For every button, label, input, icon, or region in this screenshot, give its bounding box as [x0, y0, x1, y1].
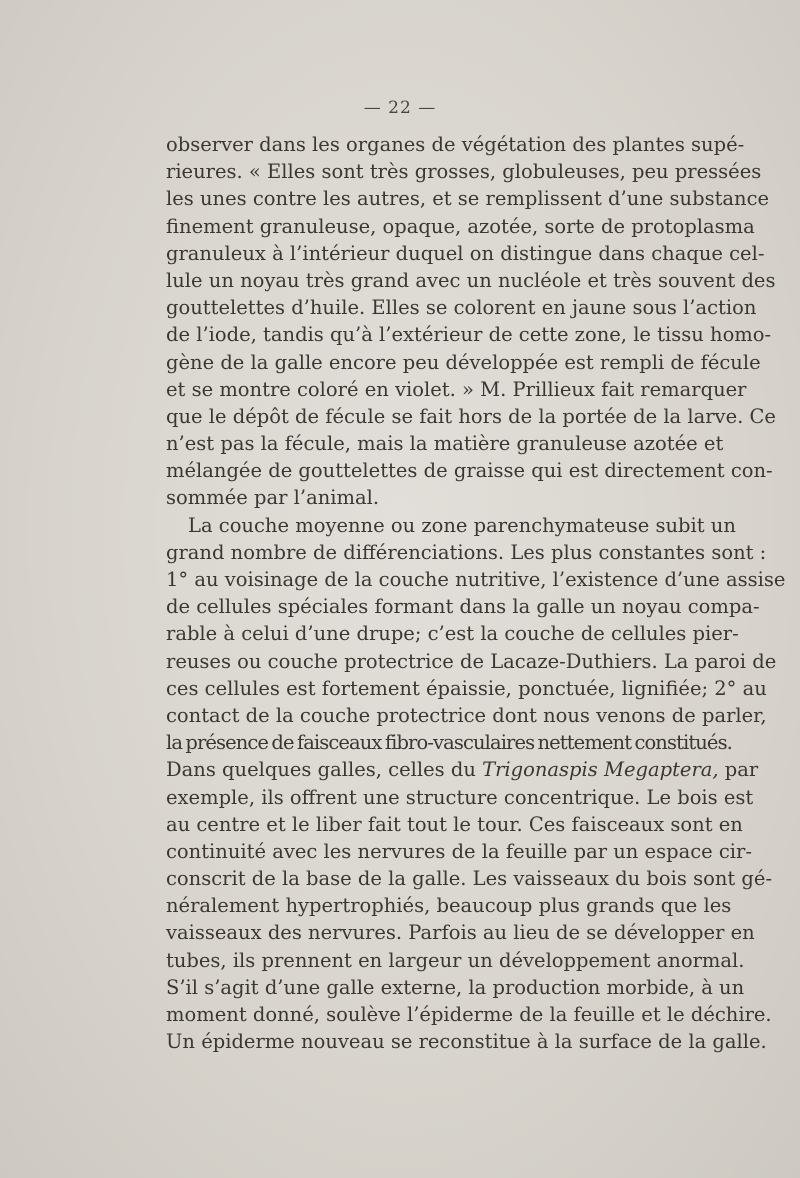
- paragraph-first-line: La couche moyenne ou zone parenchymateuse subit un: [188, 513, 736, 537]
- text-line: au centre et le liber fait tout le tour. Ces faisceaux sont en: [166, 812, 743, 836]
- text-line: gouttelettes d’huile. Elles se colorent en jaune sous l’action: [166, 296, 757, 320]
- text-line: granuleux à l’intérieur duquel on distingue dans chaque cel-: [166, 241, 765, 265]
- text-line: vaisseaux des nervures. Parfois au lieu de se développer en: [166, 921, 755, 945]
- text-line: lule un noyau très grand avec un nucléole et très souvent des: [166, 268, 776, 292]
- text-line: moment donné, soulève l’épiderme de la feuille et le déchire.: [166, 1003, 772, 1026]
- text-line: S’il s’agit d’une galle externe, la production morbide, à un: [166, 975, 745, 999]
- text-line: grand nombre de différenciations. Les plus constantes sont :: [166, 540, 767, 564]
- text-line: de l’iode, tandis qu’à l’extérieur de cette zone, le tissu homo-: [166, 323, 772, 347]
- text-segment: par: [718, 758, 759, 782]
- text-line: n’est pas la fécule, mais la matière granuleuse azotée et: [166, 432, 724, 456]
- page-number: — 22 —: [363, 98, 437, 118]
- text-line: 1° au voisinage de la couche nutritive, l’existence d’une assise: [166, 568, 786, 591]
- text-line: reuses ou couche protectrice de Lacaze-Duthiers. La paroi de: [166, 649, 777, 673]
- text-line: contact de la couche protectrice dont nous venons de parler,: [166, 703, 767, 727]
- text-line: observer dans les organes de végétation des plantes supé-: [166, 133, 745, 156]
- text-line: rable à celui d’une drupe; c’est la couche de cellules pier-: [166, 622, 739, 646]
- text-line: ces cellules est fortement épaissie, ponctuée, lignifiée; 2° au: [166, 676, 767, 700]
- text-line: tubes, ils prennent en largeur un développement anormal.: [166, 948, 745, 972]
- body-text: [166, 131, 786, 1055]
- text-line: rieures. « Elles sont très grosses, globuleuses, peu pressées: [166, 160, 762, 184]
- text-line: et se montre coloré en violet. » M. Prillieux fait remarquer: [166, 377, 747, 401]
- text-line: continuité avec les nervures de la feuille par un espace cir-: [166, 839, 752, 863]
- text-segment: Dans quelques galles, celles du: [166, 758, 483, 782]
- text-line: les unes contre les autres, et se remplissent d’une substance: [166, 187, 770, 211]
- text-line: finement granuleuse, opaque, azotée, sorte de protoplasma: [166, 214, 755, 238]
- text-line: la présence de faisceaux fibro-vasculaires nettement constitués.: [166, 731, 732, 755]
- text-line: exemple, ils offrent une structure concentrique. Le bois est: [166, 785, 754, 809]
- species-name: Trigonaspis Megaptera,: [482, 758, 719, 782]
- text-line: néralement hypertrophiés, beaucoup plus grands que les: [166, 894, 732, 918]
- text-line: mélangée de gouttelettes de graisse qui est directement con-: [166, 459, 773, 483]
- text-line: que le dépôt de fécule se fait hors de la portée de la larve. Ce: [166, 404, 776, 428]
- text-line: Un épiderme nouveau se reconstitue à la surface de la galle.: [166, 1030, 767, 1054]
- text-line: de cellules spéciales formant dans la galle un noyau compa-: [166, 595, 760, 619]
- text-line: gène de la galle encore peu développée est rempli de fécule: [166, 350, 761, 374]
- text-line-with-species: [166, 756, 759, 783]
- paragraph-end-line: sommée par l’animal.: [166, 486, 380, 510]
- text-line: conscrit de la base de la galle. Les vaisseaux du bois sont gé-: [166, 867, 773, 891]
